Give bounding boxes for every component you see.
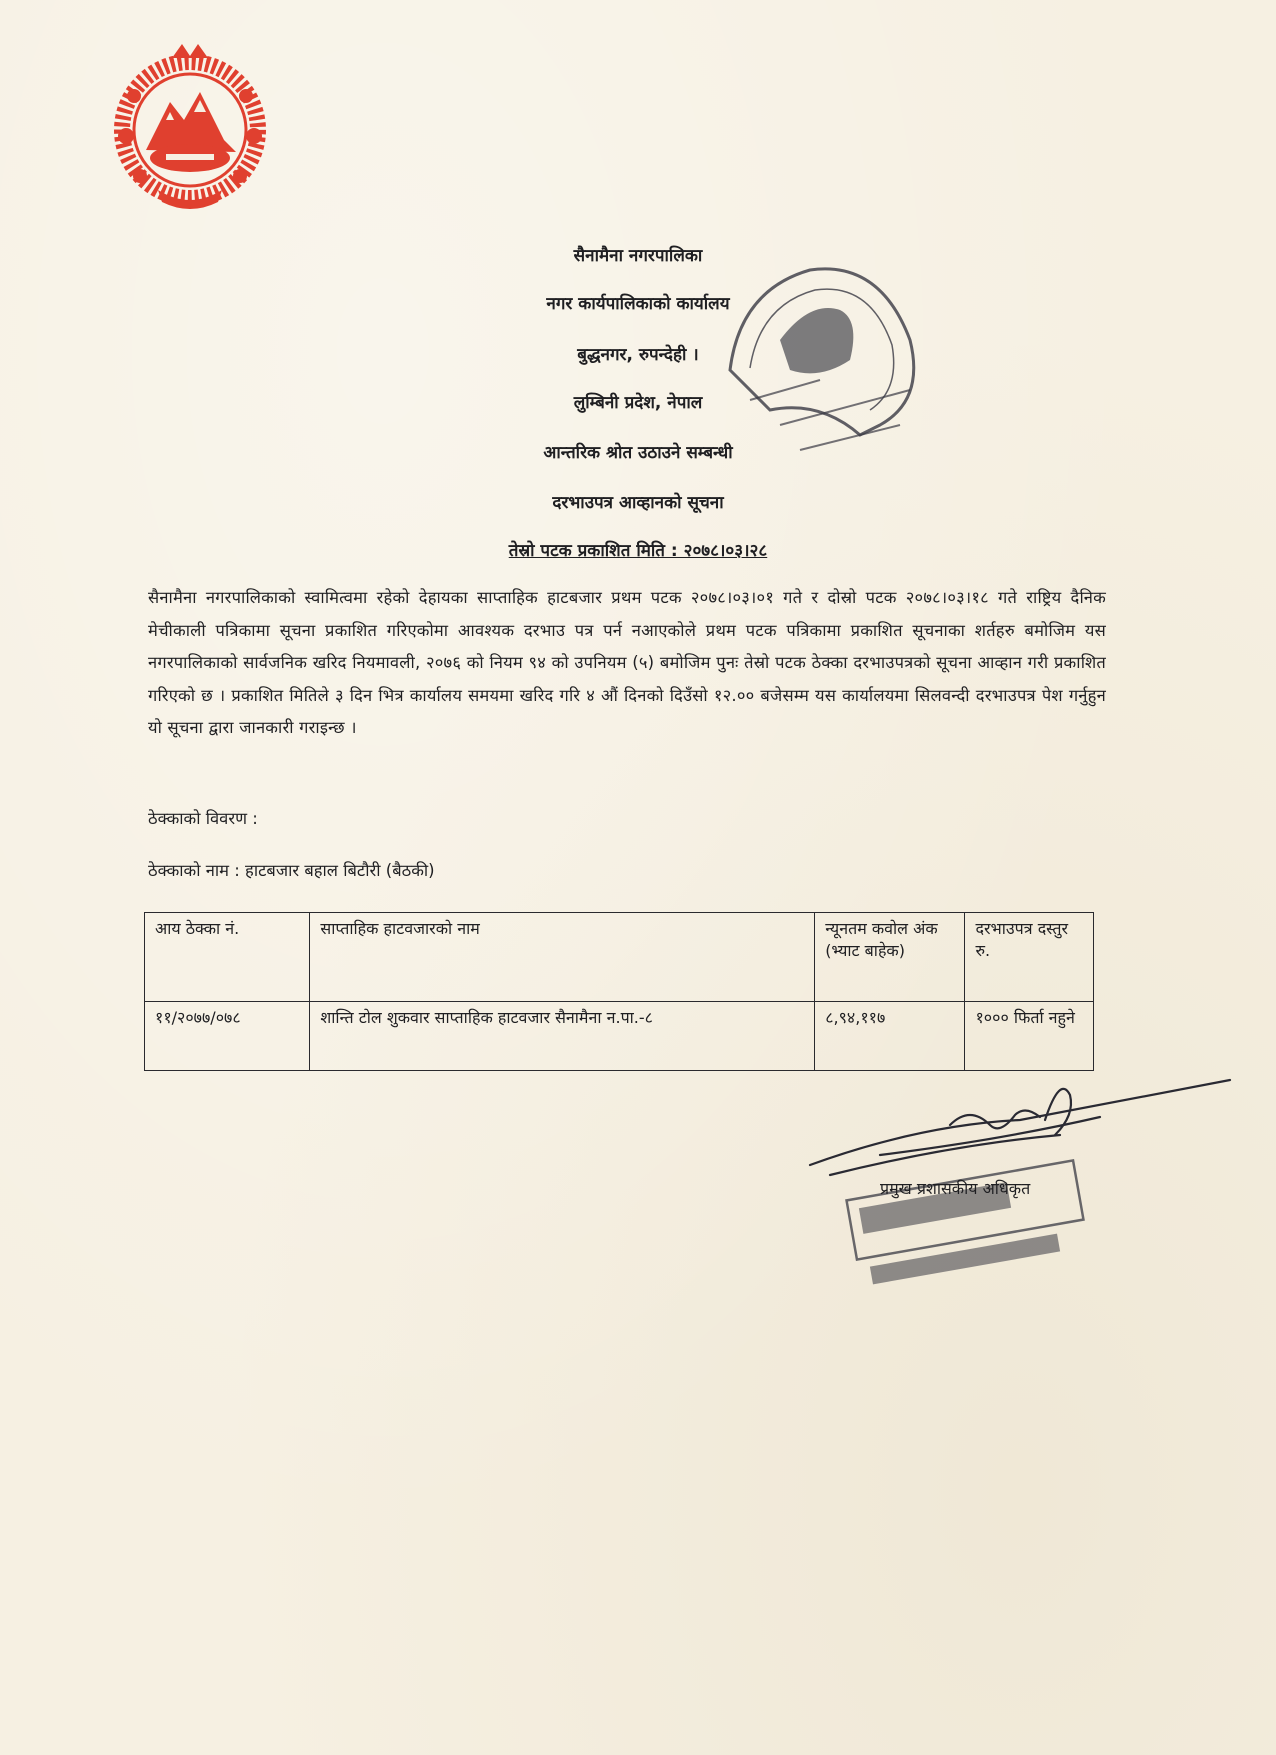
header-contract-number: आय ठेक्का नं. <box>145 913 310 1002</box>
office-seal-stamp <box>710 250 930 480</box>
table-row <box>145 1002 1094 1071</box>
cell-contract-number: ११/२०७७/०७८ <box>145 1002 310 1071</box>
publish-date: तेस्रो पटक प्रकाशित मिति : २०७८।०३।२८ <box>508 541 768 561</box>
table-header-row <box>145 913 1094 1002</box>
notice-subject-line-2: दरभाउपत्र आव्हानको सूचना <box>552 493 724 513</box>
contract-details-label: ठेक्काको विवरण : <box>148 809 258 828</box>
header-minimum-bid: न्यूनतम कवोल अंक (भ्याट बाहेक) <box>815 913 965 1002</box>
cell-minimum-bid: ८,९४,११७ <box>815 1002 965 1071</box>
nepal-emblem-icon <box>100 40 280 215</box>
province-name: लुम्बिनी प्रदेश, नेपाल <box>573 393 703 413</box>
officer-title: प्रमुख प्रशासकीय अधिकृत <box>880 1179 1031 1198</box>
notice-subject-line-1: आन्तरिक श्रोत उठाउने सम्बन्धी <box>543 443 733 463</box>
office-name: नगर कार्यपालिकाको कार्यालय <box>546 294 730 314</box>
contract-name-label: ठेक्काको नाम : हाटबजार बहाल बिटौरी (बैठकी) <box>148 861 435 880</box>
header-market-name: साप्ताहिक हाटवजारको नाम <box>310 913 815 1002</box>
notice-body: सैनामैना नगरपालिकाको स्वामित्वमा रहेको देहायका साप्ताहिक हाटबजार प्रथम पटक २०७८।०३।०१ गते र दोस्रो पटक २०७८।०३।१८ गते राष्ट्रिय दैनिक मेचीकाली पत्रिकामा सूचना प्रकाशित गरिएकोमा आवश्यक दरभाउ पत्र पर्न नआएकोले प्रथम पटक पत्रिकामा प्रकाशित सूचनाका शर्तहरु बमोजिम यस नगरपालिकाको सार्वजनिक खरिद नियमावली, २०७६ को नियम ९४ को उपनियम (५) बमोजिम पुनः तेस्रो पटक ठेक्का दरभाउपत्रको सूचना आव्हान गरी प्रकाशित गरिएको छ । प्रकाशित मितिले ३ दिन भित्र कार्यालय समयमा खरिद गरि ४ औं दिनको दिउँसो १२.०० बजेसम्म यस कार्यालयमा सिलवन्दी दरभाउपत्र पेश गर्नुहुन यो सूचना द्वारा जानकारी गराइन्छ । <box>148 588 1106 737</box>
cell-bid-fee: १००० फिर्ता नहुने <box>965 1002 1094 1071</box>
header-bid-fee: दरभाउपत्र दस्तुर रु. <box>965 913 1094 1002</box>
office-address: बुद्धनगर, रुपन्देही । <box>577 345 699 365</box>
cell-market-name: शान्ति टोल शुकवार साप्ताहिक हाटवजार सैनामैना न.पा.-८ <box>310 1002 815 1071</box>
contract-table <box>144 912 1094 1071</box>
municipality-name: सैनामैना नगरपालिका <box>573 246 703 266</box>
